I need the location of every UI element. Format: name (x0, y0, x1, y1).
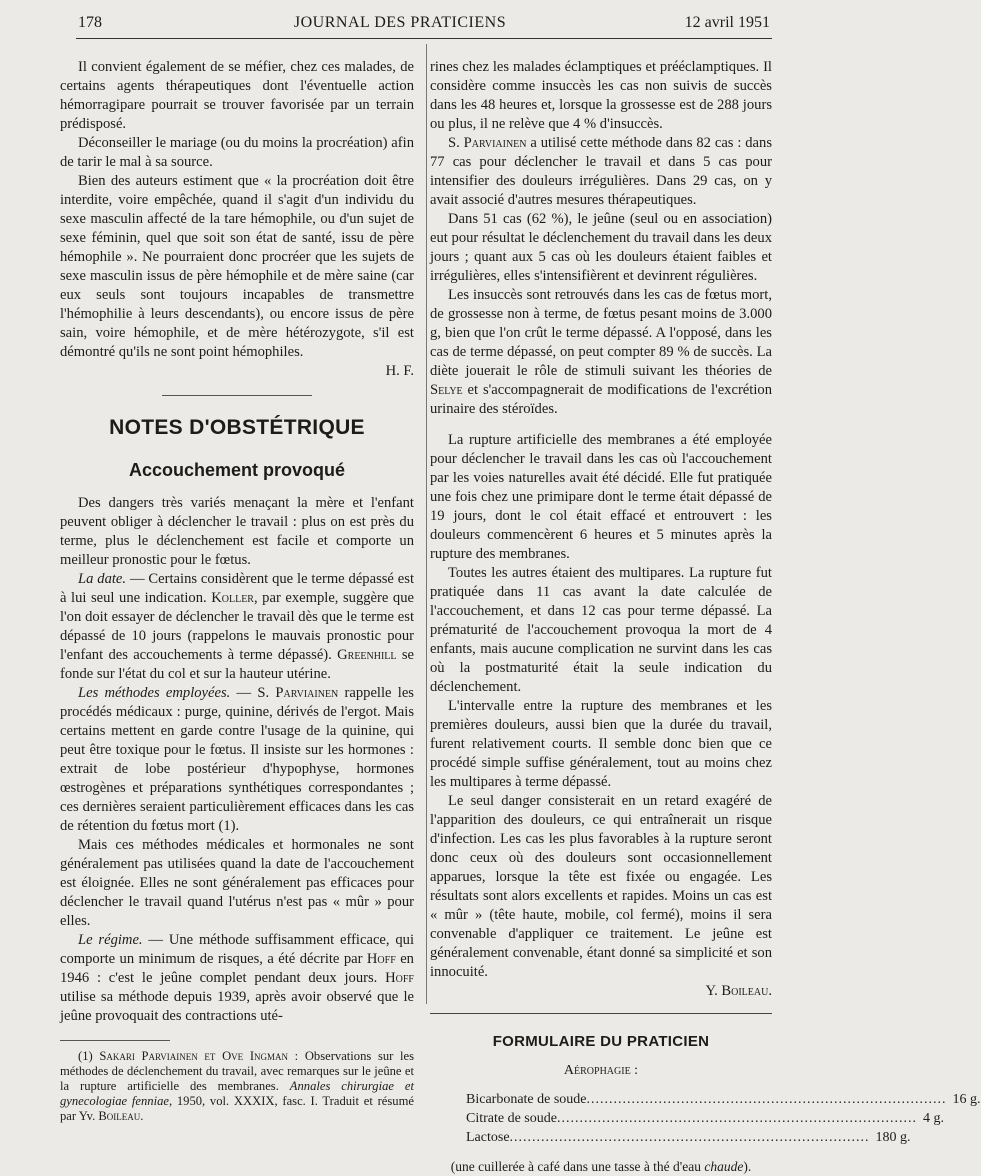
text-run: ). (743, 1159, 752, 1174)
text-run: rappelle les procédés médicaux : purge, quinine, dérivés de l'ergot. Mais certains mettent en garde contre l'usage de la quinine, qui peut être toxique pour le fœtus. Il insiste sur les hormones : extrait de lobe postérieur d'hypophyse, hormones œstrogènes et préparations synthétiques correspondantes ; ces dernières seraient particulièrement efficaces dans les cas de rétention du fœtus mort (1). (60, 685, 414, 834)
text-run: . (140, 1109, 144, 1123)
formulaire-title: FORMULAIRE DU PRATICIEN (492, 1033, 710, 1050)
ingredient-quantity: 4 g. (922, 1111, 944, 1126)
paragraph: Toutes les autres étaient des multipares. La rupture fut pratiquée dans 11 cas avant la date calculée de l'accouchement, et dans 12 cas pour terme dépassé. La prématurité de l'accouchement provoqua la mort de 4 enfants, mais aucune complication ne survint dans les cas où la postmaturité était la seule indication du déclenchement. (430, 565, 772, 695)
paragraph: Il convient également de se méfier, chez ces malades, de certains agents thérapeutiques dont l'éventuelle action hémorragipare pourrait se trouver favorisée par un terrain prédisposé. (60, 59, 414, 132)
paragraph: Bien des auteurs estiment que « la procréation doit être interdite, voire empêchée, quand il s'agit d'un individu du sexe masculin affecté de la tare hémophile, ou d'un sujet de sexe féminin, quel que soit son état de santé, issu de père hémophile ». Ne pourraient donc procréer que les sujets de sexe masculin issus de père hémophile et de mère saine (car eux seuls sont toujours incapables de transmettre l'hémophilie à leurs descendants), ou encore issus de père sain, voire hémophile, et de mère hétérozygote, s'il est démontré qu'ils ne sont point hémophiles. (60, 173, 414, 360)
ingredient-quantity: 180 g. (875, 1130, 911, 1145)
text-run: : Observations sur les méthodes de déclenchement du travail, avec remarques sur le jeûne et la rupture artificielle des membranes. (60, 1049, 414, 1093)
paragraph: L'intervalle entre la rupture des membranes et les premières douleurs, aussi bien que la durée du travail, furent relativement courts. Il semble donc bien que ce procédé simple suffise généralement, tout au moins chez les multipares à terme dépassé. (430, 698, 772, 790)
footnote (60, 1049, 414, 1124)
section-separator (162, 395, 312, 396)
paragraph: La rupture artificielle des membranes a été employée pour déclencher le travail dans les cas où l'accouchement par les voies naturelles avait été décidé. Elle fut pratiquée une fois chez une primipare dont le terme était dépassé de 19 jours, dont le col était effacé et entrouvert : les douleurs commencèrent 6 heures et 5 minutes après la rupture des membranes. (430, 432, 772, 562)
paragraph: Des dangers très variés menaçant la mère et l'enfant peuvent obliger à déclencher le travail : plus on est près du terme, plus le déclenchement est facile et comporte un meilleur pronostic pour le fœtus. (60, 495, 414, 568)
author-name: Parviainen (275, 685, 339, 701)
text-run: , par exemple, suggère que l'on doit essayer de déclencher le travail dès que le terme est dépassé de 10 jours (rappelons le mauvais pronostic pour l'enfant des accouchements à terme dépassé). (60, 590, 414, 663)
author-signature: Y. Boileau. (705, 983, 772, 999)
text-run: (1) (78, 1049, 100, 1063)
paragraph: Dans 51 cas (62 %), le jeûne (seul ou en association) eut pour résultat le déclenchement du travail dans les deux jours ; quant aux 5 cas où les douleurs étaient faibles et irrégulières, elles s'intensifièrent et devinrent régulières. (430, 211, 772, 284)
text-run: Les insuccès sont retrouvés dans les cas de fœtus mort, de grossesse non à terme, de fœtus pesant moins de 3.000 g, bien que l'on crût le terme dépassé. A l'opposé, dans les cas de terme dépassé, on peut compter 89 % de succès. La diète jouerait le rôle de stimuli suivant les théories de (430, 287, 772, 379)
paragraph-parviainen (430, 134, 772, 210)
paragraph: rines chez les malades éclamptiques et prééclamptiques. Il considère comme insuccès les cas non suivis de succès dans les 48 heures et, lorsque la grossesse est de 288 jours ou plus, il ne relève que 4 % d'insuccès. (430, 59, 772, 132)
footnote-authors: Sakari Parviainen et Ove Ingman (99, 1049, 289, 1063)
ingredient-name: Bicarbonate de soude (466, 1092, 587, 1107)
leader-dots (557, 1109, 917, 1128)
text-run: a utilisé cette méthode dans 82 cas : dans 77 cas pour déclencher le travail et dans 5 cas pour intensifier des douleurs irrégulières. Dans 29 cas, on y avait associé d'autres mesures thérapeutiques. (430, 135, 773, 208)
text-run: — Une méthode suffisamment efficace, qui comporte un minimum de risques, a été décrite par (60, 932, 415, 967)
text-run: , 1950, vol. XXXIX, fasc. I. Traduit et résumé par Yv. (60, 1094, 414, 1123)
paragraph: Le seul danger consisterait en un retard exagéré de l'apparition des douleurs, ce qui entraînerait un risque d'infection. Les cas les plus favorables à la rupture seront donc ceux où des douleurs sont occasionnellement apparues, lorsque la tête est fixée ou engagée. Les résultats sont alors excellents et rapides. Moins un cas est « mûr » (tête haute, mobile, col fermé), moins il sera convenable d'appliquer ce traitement. Le jeûne est généralement convenable, étant donné sa simplicité et son innocuité. (430, 793, 772, 980)
text-run-italic: chaude (704, 1159, 744, 1174)
ingredient-name: Citrate de soude (466, 1111, 557, 1126)
author-signature: H. F. (385, 363, 414, 379)
formulaire-note (430, 1157, 772, 1176)
text-run: et s'accompagnerait de modifications de l'excrétion urinaire des stéroïdes. (430, 382, 772, 417)
text-run: — S. (230, 685, 276, 701)
author-name: Selye (430, 382, 463, 398)
text-run: — Certains considèrent que le terme dépassé est à lui seul une indication. (60, 571, 415, 606)
text-run: en 1946 : c'est le jeûne complet pendant deux jours. (60, 951, 414, 986)
ingredient-quantity: 16 g. (952, 1092, 981, 1107)
formulaire-subtitle: Aérophagie : (563, 1063, 639, 1078)
paragraph-la-date (60, 570, 414, 684)
text-run: S. (448, 135, 464, 151)
section-title: NOTES D'OBSTÉTRIQUE (109, 416, 365, 439)
formula-row (466, 1090, 981, 1109)
header-rule (76, 38, 772, 39)
text-run: se fonde sur l'état du col et sur la hauteur utérine. (60, 647, 414, 682)
paragraph: Mais ces méthodes médicales et hormonales ne sont généralement pas utilisées quand la date de l'accouchement est éloignée. Elles ne sont généralement pas efficaces pour déclencher le travail quand l'utérus n'est pas « mûr » pour elles. (60, 837, 414, 929)
paragraph-methodes (60, 684, 414, 836)
author-name: Hoff (385, 970, 414, 986)
footnote-translator: Boileau (98, 1109, 141, 1123)
issue-date: 12 avril 1951 (684, 14, 770, 31)
author-name: Parviainen (463, 135, 527, 151)
text-run: (une cuillerée à café dans une tasse à thé d'eau (450, 1159, 705, 1174)
leader-dots (587, 1090, 947, 1109)
formulaire-rule (430, 1013, 772, 1014)
column-divider (426, 44, 427, 1004)
footnote-separator (60, 1040, 170, 1041)
leader-dots (510, 1128, 870, 1147)
paragraph-gap (430, 419, 772, 431)
ingredient-name: Lactose (466, 1130, 510, 1145)
footnote-journal: Annales chirurgiae et gynecologiae fenniae (60, 1079, 414, 1108)
author-name: Greenhill (337, 647, 397, 663)
paragraph-insucces (430, 286, 772, 419)
text-run: utilise sa méthode depuis 1939, après avoir observé que le jeûne provoquait des contractions uté- (60, 989, 414, 1024)
journal-title: JOURNAL DES PRATICIENS (293, 14, 507, 31)
running-header (0, 14, 800, 38)
page-number: 178 (78, 14, 102, 31)
paragraph-lead: Les méthodes employées. (78, 685, 231, 701)
left-column (60, 58, 414, 1124)
formula-row (466, 1109, 944, 1128)
paragraph-lead: Le régime. (78, 932, 143, 948)
author-name: Koller (211, 590, 254, 606)
formula-row (466, 1128, 911, 1147)
author-name: Hoff (366, 951, 396, 967)
article-title: Accouchement provoqué (128, 460, 346, 480)
paragraph: Déconseiller le mariage (ou du moins la procréation) afin de tarir le mal à sa source. (60, 135, 414, 170)
paragraph-lead: La date. (78, 571, 127, 587)
right-column (430, 58, 981, 1176)
paragraph-regime (60, 931, 414, 1026)
